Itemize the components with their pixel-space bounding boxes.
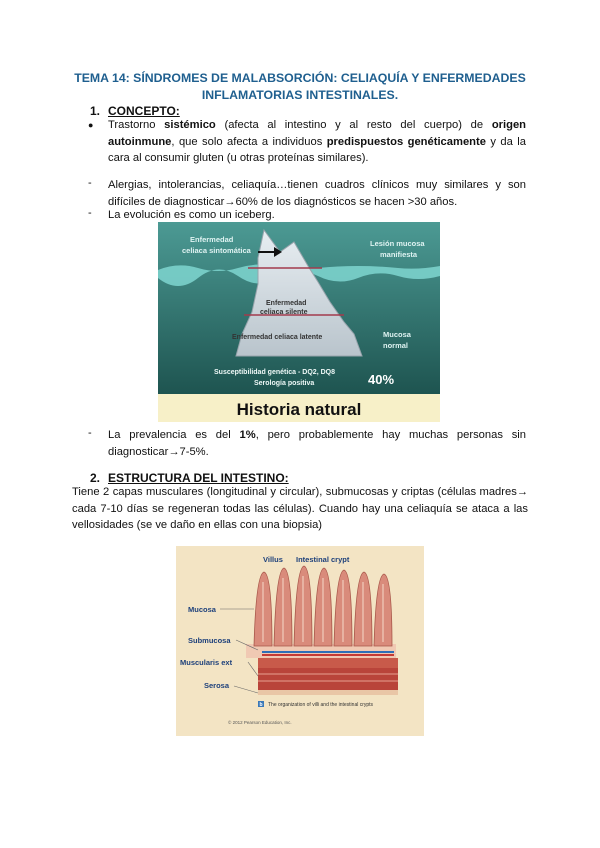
concept-paragraph	[108, 117, 526, 167]
dash-marker: -	[88, 177, 92, 189]
text-span: Trastorno	[108, 119, 165, 131]
label-mucosa-1: Mucosa	[383, 330, 411, 339]
caption-letter: b	[259, 702, 263, 708]
bold-span: 1%	[239, 429, 256, 441]
section-title: CONCEPTO:	[108, 104, 180, 118]
label-muscularis: Muscularis ext	[180, 658, 233, 667]
allergies-paragraph: Alergias, intolerancias, celiaquía…tienen cuadros clínicos muy similares y son difíciles de diagnosticar→60% de los diagnósticos se hacen >30 años.	[108, 179, 526, 208]
section-number: 1.	[90, 104, 101, 118]
label-sintomatica-2: celiaca sintomática	[182, 246, 251, 255]
iceberg-paragraph: La evolución es como un iceberg.	[108, 209, 275, 221]
intestine-caption: The organization of villi and the intestinal crypts	[268, 702, 374, 708]
section-2-heading	[90, 471, 289, 485]
label-submucosa: Submucosa	[188, 636, 231, 645]
section-number: 2.	[90, 471, 101, 485]
percent-label: 40%	[368, 372, 395, 387]
dash-marker: -	[88, 427, 92, 439]
text-span: y da la cara al consumir gluten (u otras proteínas similares).	[108, 135, 526, 164]
label-villus: Villus	[263, 555, 283, 564]
section-1-heading	[90, 104, 180, 118]
label-sintomatica-1: Enfermedad	[190, 235, 234, 244]
text-span: La prevalencia es del	[108, 429, 240, 441]
iceberg-figure	[158, 222, 440, 422]
title-line-1: TEMA 14: SÍNDROMES DE MALABSORCIÓN: CELIAQUÍA Y ENFERMEDADES	[74, 71, 526, 85]
bold-span: origen autoinmune	[108, 119, 526, 148]
serosa-layer	[258, 690, 398, 695]
label-serologia: Serología positiva	[254, 380, 315, 387]
label-crypt: Intestinal crypt	[296, 555, 350, 564]
muscularis-layer	[258, 668, 398, 690]
label-lesion-2: manifiesta	[380, 250, 418, 259]
figure-caption: Historia natural	[236, 400, 362, 419]
iceberg-illustration	[158, 222, 440, 422]
bold-span: sistémico	[164, 119, 216, 131]
intestine-illustration	[176, 546, 424, 736]
bold-span: predispuestos genéticamente	[326, 135, 486, 148]
submucosa-layer	[258, 658, 398, 668]
label-lesion-1: Lesión mucosa	[370, 239, 425, 248]
label-latente: Enfermedad celiaca latente	[232, 334, 323, 341]
copyright-text: © 2012 Pearson Education, Inc.	[228, 720, 292, 725]
label-serosa: Serosa	[204, 681, 230, 690]
document-title	[60, 70, 540, 104]
title-line-2: INFLAMATORIAS INTESTINALES.	[201, 88, 399, 102]
text-span: (afecta al intestino y al resto del cuerpo) de	[215, 119, 492, 131]
prevalence-paragraph	[108, 427, 526, 460]
intestine-figure	[176, 546, 424, 736]
label-susceptibilidad: Susceptibilidad genética - DQ2, DQ8	[214, 369, 335, 376]
label-mucosa-2: normal	[383, 341, 409, 350]
structure-paragraph: Tiene 2 capas musculares (longitudinal y circular), submucosas y criptas (células madres→ cada 7-10 días se regeneran todas las células). Cuando hay una celiaquía se ataca a las vellosidades (se ve daño en ellas con una biopsia)	[72, 486, 528, 531]
bullet-marker: ●	[88, 120, 94, 130]
label-silente-1: Enfermedad	[266, 300, 307, 307]
text-span: , que solo afecta a individuos	[171, 135, 327, 148]
section-title: ESTRUCTURA DEL INTESTINO:	[108, 471, 289, 485]
label-silente-2: celiaca silente	[260, 309, 308, 316]
text-span: , pero probablemente hay muchas personas sin diagnosticar→7-5%.	[108, 429, 527, 458]
dash-marker: -	[88, 207, 92, 219]
label-mucosa: Mucosa	[188, 605, 216, 614]
